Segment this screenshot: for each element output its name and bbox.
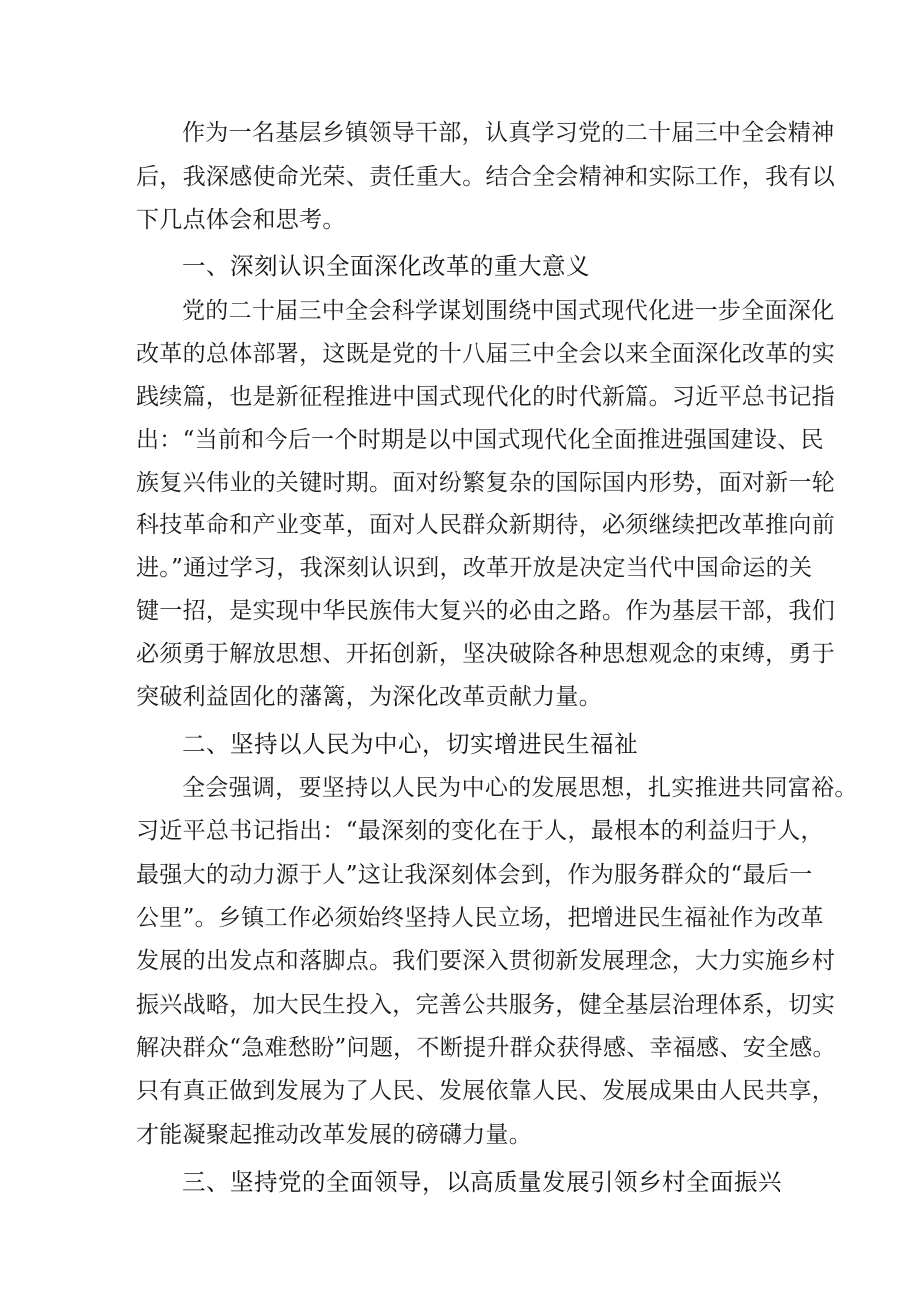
section-2-line: 发展的出发点和落脚点。我们要深入贯彻新发展理念，大力实施乡村 [136,948,835,974]
section-1-line: 族复兴伟业的关键时期。面对纷繁复杂的国际国内形势，面对新一轮 [136,470,835,496]
section-2-line: 才能凝聚起推动改革发展的磅礴力量。 [136,1122,533,1148]
section-1-heading: 一、深刻认识全面深化改革的重大意义 [182,252,590,280]
section-2-line: 振兴战略，加大民生投入，完善公共服务，健全基层治理体系，切实 [136,992,835,1018]
section-3-heading: 三、坚持党的全面领导，以高质量发展引领乡村全面振兴 [182,1168,782,1196]
intro-line-2: 后，我深感使命光荣、责任重大。结合全会精神和实际工作，我有以 [136,164,835,190]
section-2-line: 习近平总书记指出：“最深刻的变化在于人，最根本的利益归于人， [136,818,824,844]
section-1-line: 党的二十届三中全会科学谋划围绕中国式现代化进一步全面深化 [182,298,835,324]
section-2-line: 只有真正做到发展为了人民、发展依靠人民、发展成果由人民共享， [136,1078,835,1104]
section-1-line: 出：“当前和今后一个时期是以中国式现代化全面推进强国建设、民 [136,427,824,453]
section-1-line: 必须勇于解放思想、开拓创新，坚决破除各种思想观念的束缚，勇于 [136,641,835,667]
section-1-line: 键一招，是实现中华民族伟大复兴的必由之路。作为基层干部，我们 [136,598,835,624]
section-1-line: 践续篇，也是新征程推进中国式现代化的时代新篇。习近平总书记指 [136,384,835,410]
intro-line-3: 下几点体会和思考。 [136,207,346,233]
section-2-line: 最强大的动力源于人”这让我深刻体会到，作为服务群众的“最后一 [136,862,813,888]
section-1-line: 科技革命和产业变革，面对人民群众新期待，必须继续把改革推向前 [136,512,835,538]
section-1-line: 突破利益固化的藩篱，为深化改革贡献力量。 [136,684,602,710]
intro-line-1: 作为一名基层乡镇领导干部，认真学习党的二十届三中全会精神 [182,120,835,146]
section-2-line: 全会强调，要坚持以人民为中心的发展思想，扎实推进共同富裕。 [182,775,858,801]
section-1-line: 改革的总体部署，这既是党的十八届三中全会以来全面深化改革的实 [136,341,835,367]
section-2-line: 解决群众“急难愁盼”问题，不断提升群众获得感、幸福感、安全感。 [136,1035,836,1061]
section-2-heading: 二、坚持以人民为中心，切实增进民生福祉 [182,730,638,758]
section-1-line: 进。”通过学习，我深刻认识到，改革开放是决定当代中国命运的关 [136,555,813,581]
section-2-line: 公里”。乡镇工作必须始终坚持人民立场，把增进民生福祉作为改革 [136,905,824,931]
